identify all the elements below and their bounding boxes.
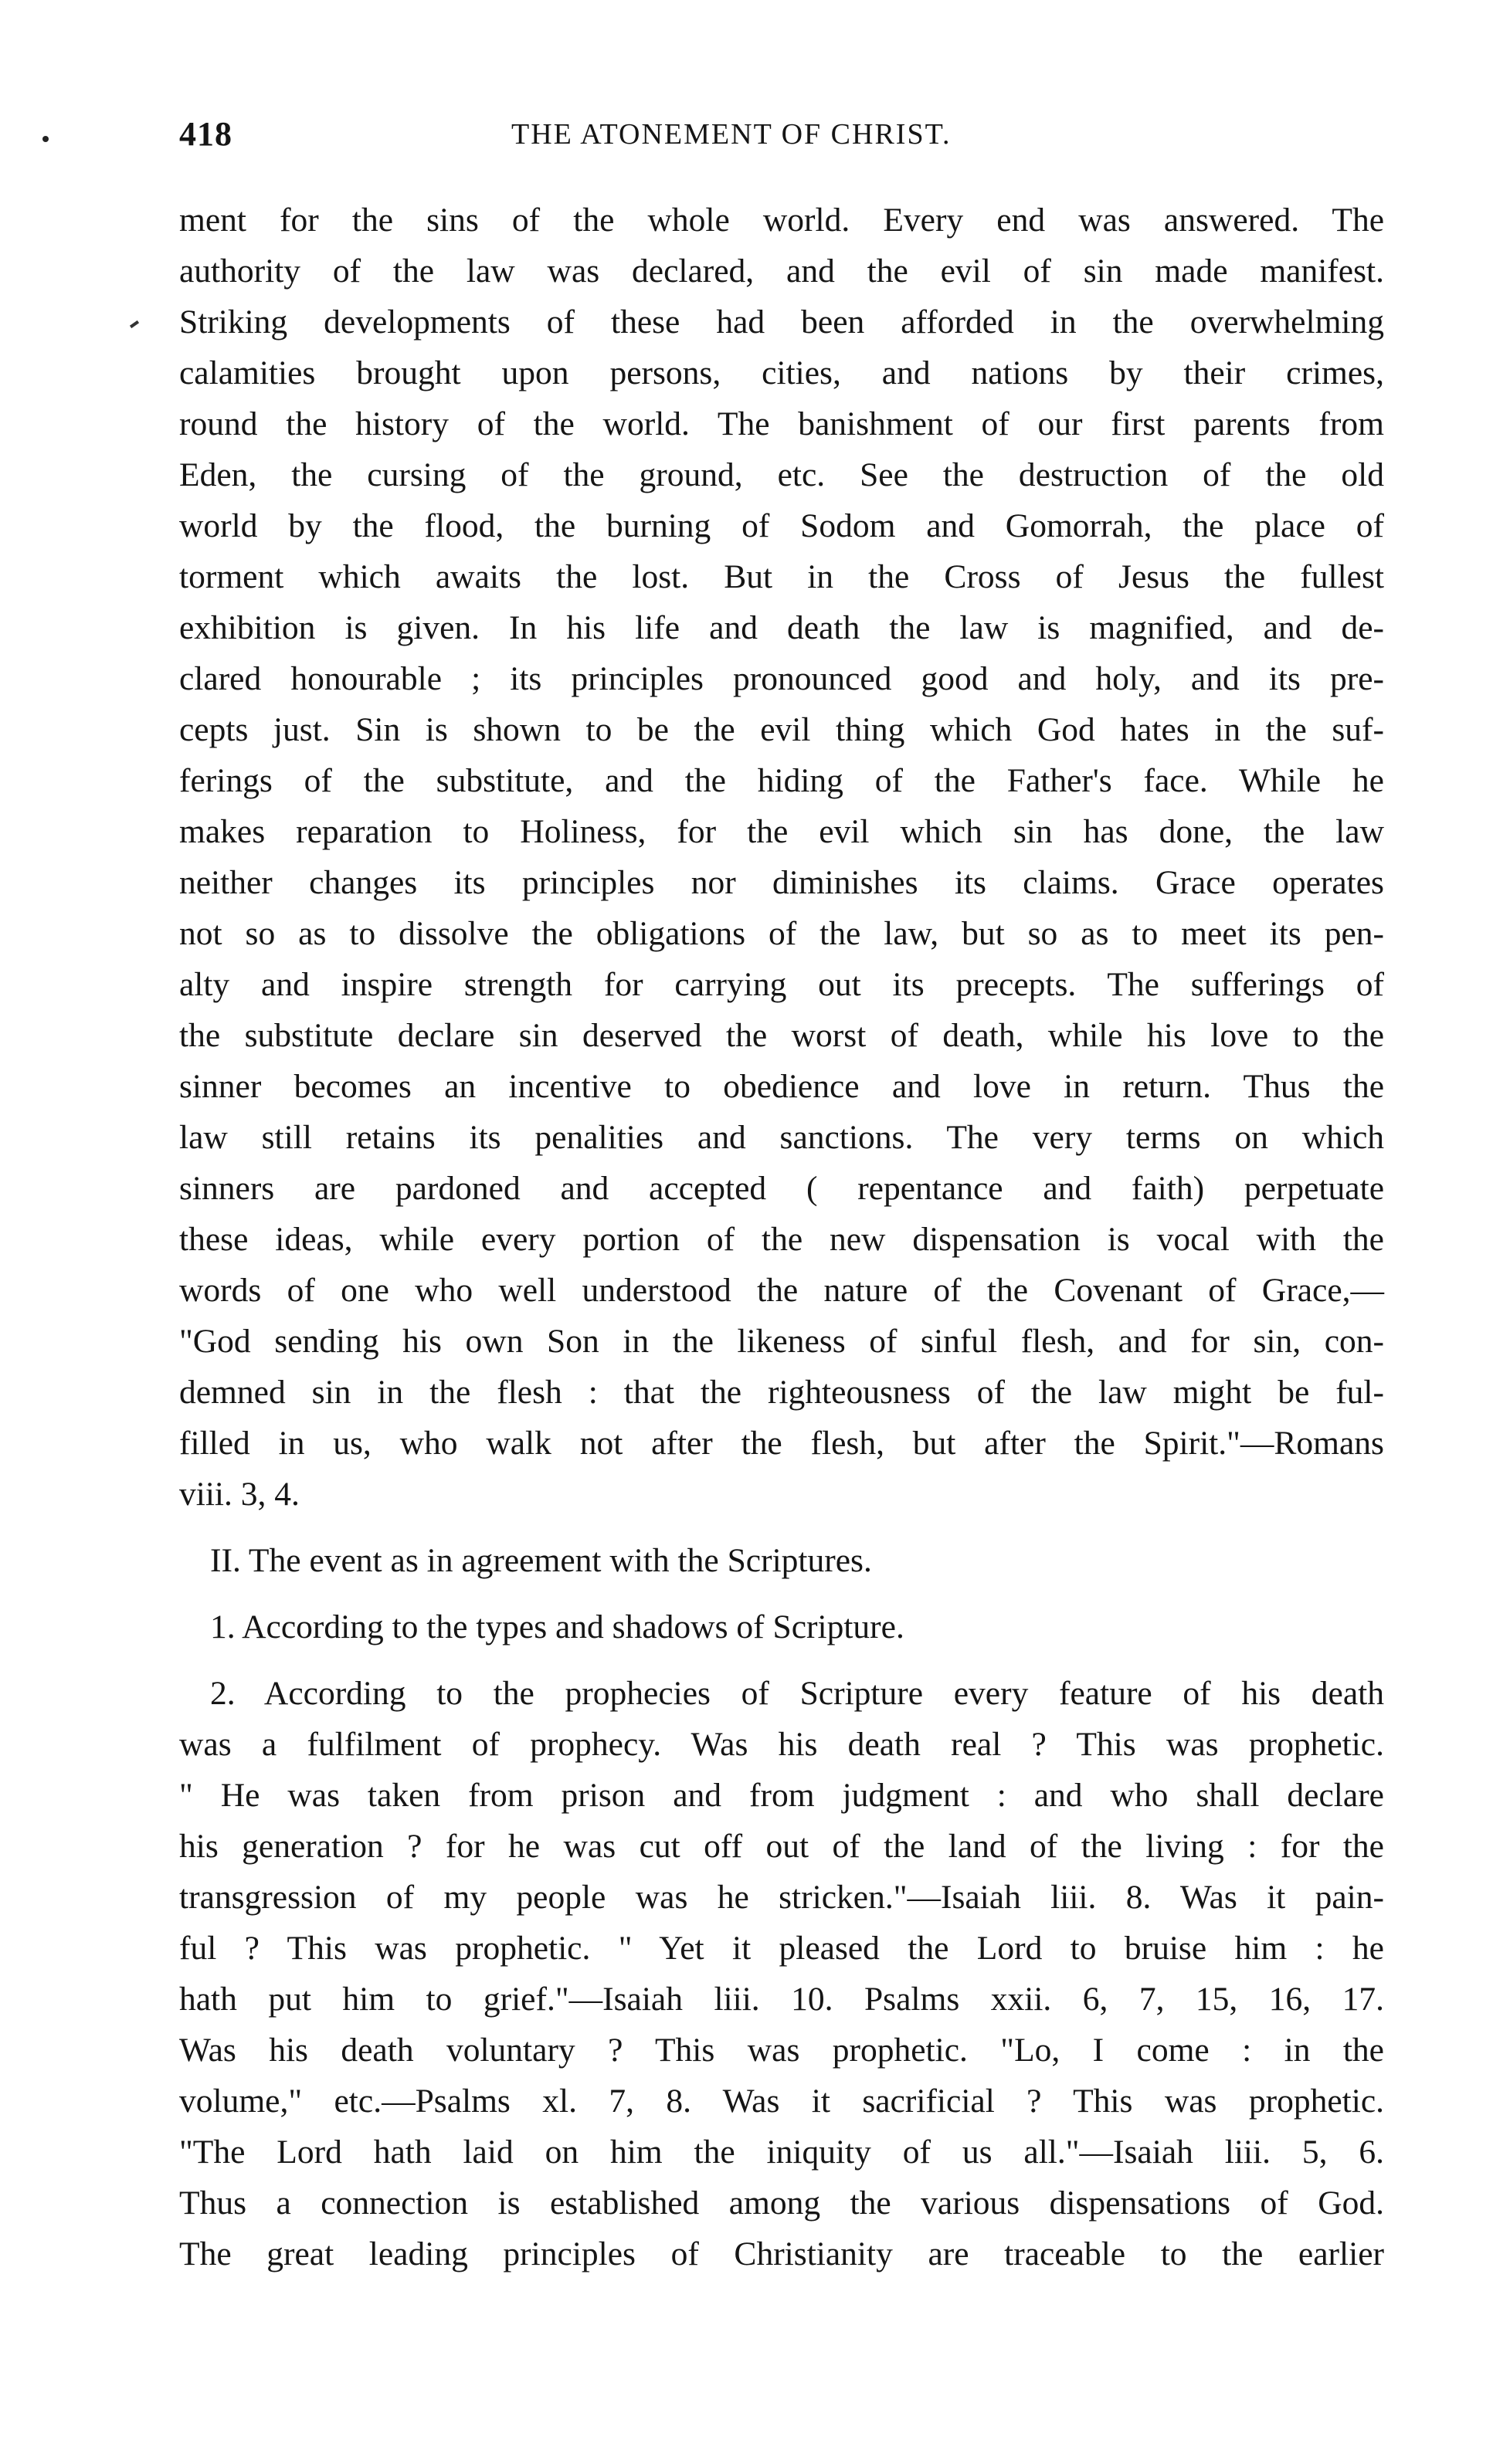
text-line: these ideas, while every portion of the new dispensation is vocal with the — [179, 1221, 1384, 1258]
section-heading: II. The event as in agreement with the Scriptures. — [210, 1542, 872, 1579]
text-line: his generation ? for he was cut off out of the land of the living : for the — [179, 1828, 1384, 1865]
margin-ink-dot — [42, 136, 49, 142]
running-head — [179, 114, 1384, 168]
text-line: was a fulfilment of prophecy. Was his death real ? This was prophetic. — [179, 1726, 1384, 1763]
text-line: sinners are pardoned and accepted ( repentance and faith) perpetuate — [179, 1170, 1384, 1207]
numbered-point: 1. According to the types and shadows of Scripture. — [210, 1608, 904, 1645]
text-line: Thus a connection is established among the various dispensations of God. — [179, 2184, 1384, 2222]
text-line: exhibition is given. In his life and death the law is magnified, and de- — [179, 609, 1384, 646]
text-line: cepts just. Sin is shown to be the evil thing which God hates in the suf- — [179, 711, 1384, 748]
text-line: hath put him to grief."—Isaiah liii. 10. Psalms xxii. 6, 7, 15, 16, 17. — [179, 1981, 1384, 2018]
body-text — [179, 195, 1384, 2279]
text-line: ful ? This was prophetic. " Yet it pleased the Lord to bruise him : he — [179, 1930, 1384, 1967]
numbered-point: 2. According to the prophecies of Scripture every feature of his death — [210, 1675, 1384, 1712]
text-line: the substitute declare sin deserved the worst of death, while his love to the — [179, 1017, 1384, 1054]
text-line: ferings of the substitute, and the hiding of the Father's face. While he — [179, 762, 1384, 799]
text-line: Was his death voluntary ? This was prophetic. "Lo, I come : in the — [179, 2032, 1384, 2069]
text-line: Striking developments of these had been afforded in the overwhelming — [179, 303, 1384, 341]
text-line: demned sin in the flesh : that the righteousness of the law might be ful- — [179, 1374, 1384, 1411]
text-line: " He was taken from prison and from judgment : and who shall declare — [179, 1777, 1384, 1814]
text-line: clared honourable ; its principles pronounced good and holy, and its pre- — [179, 660, 1384, 697]
text-line: transgression of my people was he stricken."—Isaiah liii. 8. Was it pain- — [179, 1879, 1384, 1916]
text-line: volume," etc.—Psalms xl. 7, 8. Was it sacrificial ? This was prophetic. — [179, 2083, 1384, 2120]
text-line: torment which awaits the lost. But in the Cross of Jesus the fullest — [179, 558, 1384, 595]
text-line: neither changes its principles nor diminishes its claims. Grace operates — [179, 864, 1384, 901]
text-line: round the history of the world. The banishment of our first parents from — [179, 405, 1384, 442]
running-title: THE ATONEMENT OF CHRIST. — [511, 118, 952, 151]
text-line: Eden, the cursing of the ground, etc. See the destruction of the old — [179, 456, 1384, 493]
text-line: ment for the sins of the whole world. Every end was answered. The — [179, 202, 1384, 239]
text-line: filled in us, who walk not after the flesh, but after the Spirit."—Romans — [179, 1425, 1384, 1462]
text-line: sinner becomes an incentive to obedience and love in return. Thus the — [179, 1068, 1384, 1105]
text-line: "God sending his own Son in the likeness of sinful flesh, and for sin, con- — [179, 1323, 1384, 1360]
text-line: world by the flood, the burning of Sodom and Gomorrah, the place of — [179, 507, 1384, 544]
text-line: alty and inspire strength for carrying out its precepts. The sufferings of — [179, 966, 1384, 1003]
text-line: words of one who well understood the nature of the Covenant of Grace,— — [179, 1272, 1384, 1309]
text-line: not so as to dissolve the obligations of the law, but so as to meet its pen- — [179, 915, 1384, 952]
text-line: viii. 3, 4. — [179, 1476, 300, 1513]
text-line: authority of the law was declared, and the evil of sin made manifest. — [179, 253, 1384, 290]
text-line: "The Lord hath laid on him the iniquity of us all."—Isaiah liii. 5, 6. — [179, 2134, 1384, 2171]
page-number: 418 — [179, 115, 232, 153]
text-line: The great leading principles of Christianity are traceable to the earlier — [179, 2235, 1384, 2273]
text-line: calamities brought upon persons, cities, and nations by their crimes, — [179, 354, 1384, 391]
text-line: makes reparation to Holiness, for the evil which sin has done, the law — [179, 813, 1384, 850]
text-line: law still retains its penalities and sanctions. The very terms on which — [179, 1119, 1384, 1156]
margin-ink-tick — [130, 320, 139, 328]
